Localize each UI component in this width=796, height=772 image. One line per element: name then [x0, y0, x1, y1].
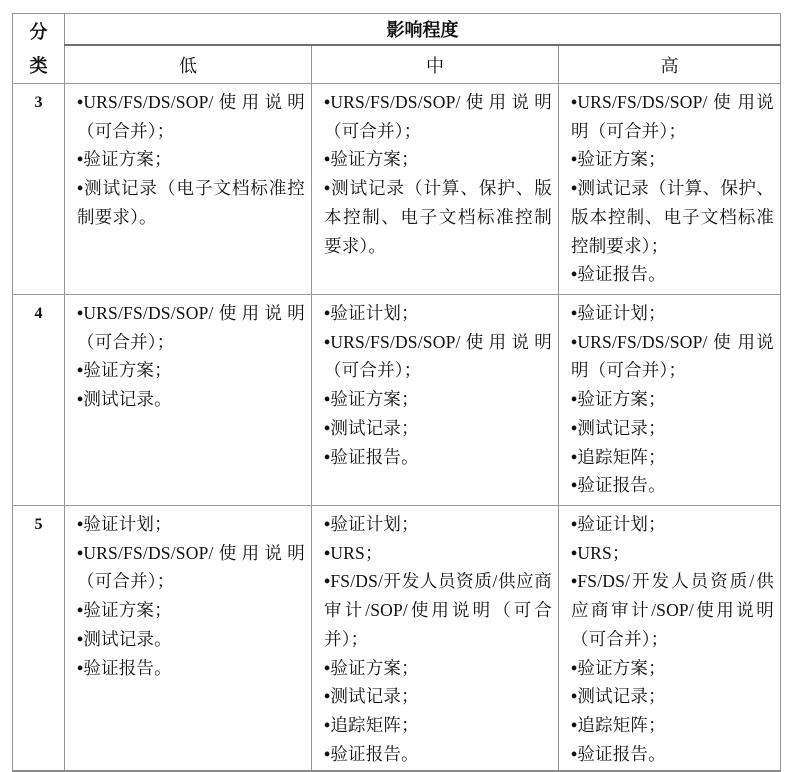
list-item: • 测试记录；: [324, 682, 552, 711]
list-item: • 验证计划；: [324, 299, 552, 328]
list-item: • 验证报告。: [324, 740, 552, 769]
list-item: • 验证计划；: [324, 510, 552, 539]
list-item: • 追踪矩阵；: [571, 443, 774, 472]
list-item: • 验证方案；: [77, 356, 305, 385]
high-impact-cell: [559, 506, 781, 772]
list-item: • 验证方案；: [571, 654, 774, 683]
medium-impact-cell: [312, 506, 559, 772]
list-item: • URS；: [571, 539, 774, 568]
list-item: • 验证方案；: [77, 145, 305, 174]
list-item: • URS/FS/DS/SOP/使用说明（可合并）；: [77, 539, 305, 596]
category-cell: 4: [13, 295, 65, 506]
list-item: • 测试记录（计算、保护、版本控制、电子文档标准控制要求）；: [571, 174, 774, 260]
list-item: • FS/DS/开发人员资质/供应商审计/SOP/使用说明（可合并）；: [571, 567, 774, 653]
table-row-category-5: [13, 506, 781, 772]
list-item: • URS/FS/DS/SOP/使用说明（可合并）；: [324, 88, 552, 145]
list-item: • 验证方案；: [77, 596, 305, 625]
list-item: • URS/FS/DS/SOP/使用说明（可合并）；: [77, 88, 305, 145]
list-item: • 验证报告。: [571, 260, 774, 289]
list-item: • URS/FS/DS/SOP/ 使 用说明（可合并）；: [571, 88, 774, 145]
list-item: • 测试记录；: [571, 682, 774, 711]
list-item: • 验证报告。: [571, 740, 774, 769]
list-item: • 验证报告。: [77, 654, 305, 683]
high-impact-cell: [559, 84, 781, 295]
impact-low-header: 低: [65, 45, 312, 84]
table-row-category-3: [13, 84, 781, 295]
list-item: • URS；: [324, 539, 552, 568]
list-item: • 验证方案；: [324, 145, 552, 174]
list-item: • 验证报告。: [571, 471, 774, 500]
list-item: • 测试记录。: [77, 385, 305, 414]
list-item: • URS/FS/DS/SOP/使用说明（可合并）；: [77, 299, 305, 356]
list-item: • 追踪矩阵；: [324, 711, 552, 740]
high-impact-cell: [559, 295, 781, 506]
list-item: • FS/DS/开发人员资质/供应商审计/SOP/使用说明（可合并）；: [324, 567, 552, 653]
low-impact-cell: [65, 84, 312, 295]
list-item: • 验证计划；: [571, 510, 774, 539]
list-item: • 验证计划；: [77, 510, 305, 539]
medium-impact-cell: [312, 295, 559, 506]
medium-impact-cell: [312, 84, 559, 295]
low-impact-cell: [65, 506, 312, 772]
table-row-category-4: [13, 295, 781, 506]
list-item: • 验证报告。: [324, 443, 552, 472]
list-item: • 验证方案；: [571, 385, 774, 414]
list-item: • 追踪矩阵；: [571, 711, 774, 740]
list-item: • 测试记录（计算、保护、版本控制、电子文档标准控制要求）。: [324, 174, 552, 260]
impact-medium-header: 中: [312, 45, 559, 84]
category-header: [13, 14, 65, 84]
impact-high-header: 高: [559, 45, 781, 84]
list-item: • 验证计划；: [571, 299, 774, 328]
list-item: • 验证方案；: [324, 654, 552, 683]
category-cell: 5: [13, 506, 65, 772]
low-impact-cell: [65, 295, 312, 506]
category-header-char-2: 类: [29, 55, 48, 76]
category-cell: 3: [13, 84, 65, 295]
list-item: • 验证方案；: [571, 145, 774, 174]
list-item: • 测试记录。: [77, 625, 305, 654]
list-item: • 测试记录；: [324, 414, 552, 443]
list-item: • URS/FS/DS/SOP/ 使 用说明（可合并）；: [571, 328, 774, 385]
list-item: • 验证方案；: [324, 385, 552, 414]
impact-level-group-header: 影响程度: [65, 14, 781, 46]
category-header-char-1: 分: [29, 21, 48, 42]
list-item: • 测试记录；: [571, 414, 774, 443]
documentation-requirements-table: [12, 13, 781, 772]
list-item: • URS/FS/DS/SOP/使用说明（可合并）；: [324, 328, 552, 385]
list-item: • 测试记录（电子文档标准控制要求）。: [77, 174, 305, 231]
